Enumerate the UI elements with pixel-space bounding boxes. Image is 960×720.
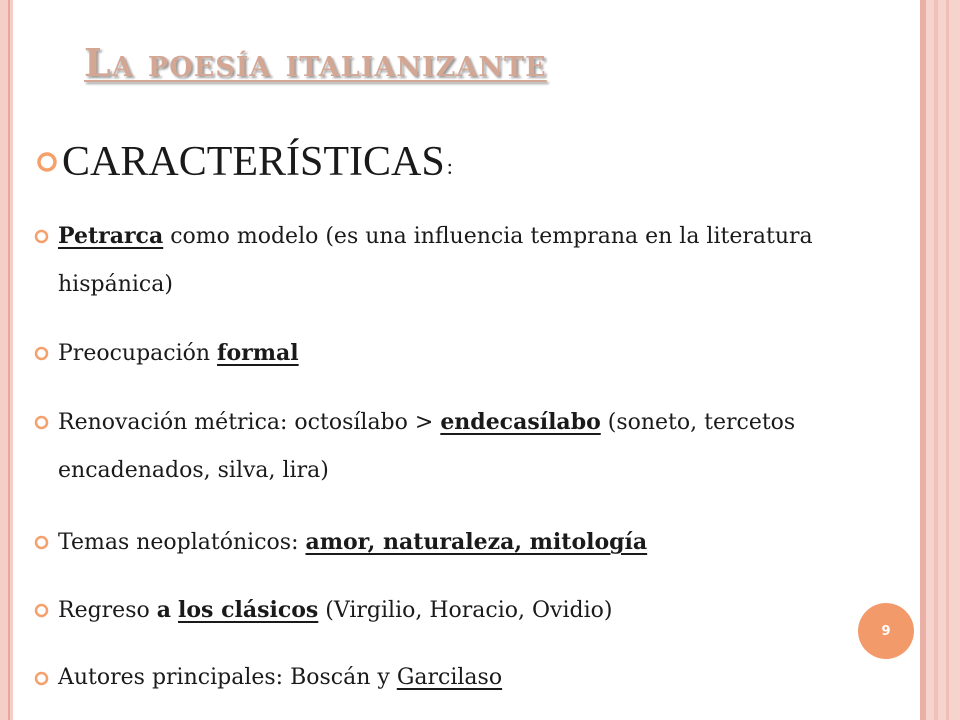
heading-text: CARACTERÍSTICAS [62, 139, 445, 185]
ring-bullet-icon [36, 151, 58, 173]
item-text: (soneto, tercetos encadenados, silva, lira) [58, 410, 796, 483]
slide-title: La poesía italianizante [84, 40, 547, 85]
ring-bullet-icon [34, 603, 49, 618]
item-text-bold: endecasílabo [440, 409, 601, 435]
item-text-bold: amor, naturaleza, mitología [305, 529, 648, 555]
list-item [34, 586, 848, 635]
list-item [34, 654, 848, 702]
item-text: Renovación métrica: octosílabo > [58, 410, 441, 435]
item-text-bold: a [156, 597, 171, 623]
item-text [171, 598, 178, 623]
page-number: 9 [881, 623, 891, 639]
item-text: Preocupación [58, 341, 218, 366]
right-frame-border [920, 0, 960, 720]
item-text: (Virgilio, Horacio, Ovidio) [318, 598, 613, 623]
heading-colon: : [446, 154, 453, 179]
item-text: Temas neoplatónicos: [58, 530, 306, 555]
item-text-bold: formal [217, 340, 299, 366]
section-heading [36, 138, 453, 186]
ring-bullet-icon [34, 346, 49, 361]
ring-bullet-icon [34, 229, 49, 244]
item-text-bold: los clásicos [178, 597, 319, 623]
left-frame-border [0, 0, 13, 720]
item-text-bold: Petrarca [58, 223, 164, 249]
ring-bullet-icon [34, 415, 49, 430]
ring-bullet-icon [34, 535, 49, 550]
item-text: como modelo (es una influencia temprana en la literatura hispánica) [58, 224, 813, 297]
ring-bullet-icon [34, 671, 49, 686]
item-text-underlined: Garcilaso [396, 665, 503, 690]
list-item [34, 518, 848, 567]
list-item [34, 329, 848, 378]
page-number-badge [858, 603, 914, 659]
item-text: Autores principales: Boscán y [58, 665, 397, 690]
list-item [34, 212, 848, 309]
list-item [34, 398, 848, 495]
item-text: Regreso [58, 598, 157, 623]
